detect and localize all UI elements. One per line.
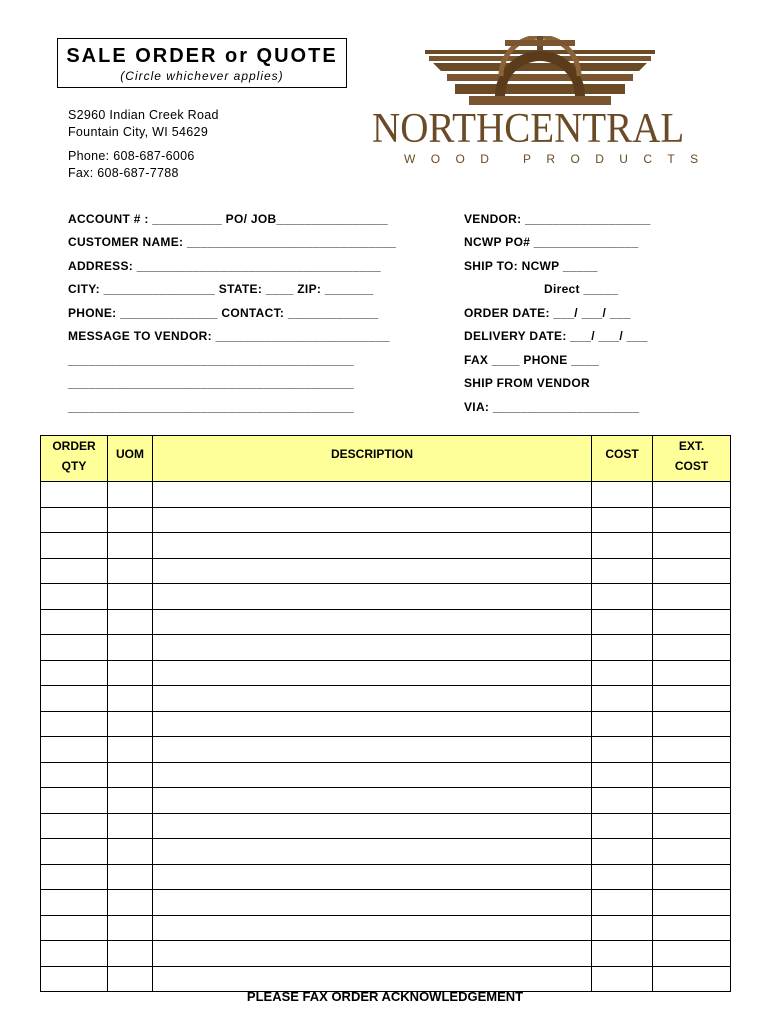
uom-cell[interactable] [108,686,153,712]
table-row [41,686,731,712]
cost-cell[interactable] [592,864,653,890]
cost-cell[interactable] [592,813,653,839]
table-row [41,813,731,839]
uom-cell[interactable] [108,788,153,814]
order-table [40,435,731,992]
description-cell[interactable] [153,941,592,967]
cost-cell[interactable] [592,737,653,763]
description-cell[interactable] [153,711,592,737]
address-line1: S2960 Indian Creek Road [68,108,219,122]
cost-cell[interactable] [592,839,653,865]
message-line[interactable]: _________________________________________ [68,353,354,367]
ext-cost-cell[interactable] [653,864,731,890]
ext-cost-cell[interactable] [653,966,731,992]
message-line[interactable]: _________________________________________ [68,400,354,414]
ext-cost-cell[interactable] [653,890,731,916]
cost-cell[interactable] [592,482,653,508]
ext-cost-cell[interactable] [653,915,731,941]
order-qty-cell[interactable] [41,915,108,941]
table-row [41,762,731,788]
table-row [41,966,731,992]
uom-cell[interactable] [108,915,153,941]
table-row [41,788,731,814]
description-cell[interactable] [153,533,592,559]
header-description: DESCRIPTION [153,436,592,482]
table-row [41,507,731,533]
order-qty-cell[interactable] [41,609,108,635]
order-qty-cell[interactable] [41,788,108,814]
form-subtitle: (Circle whichever applies) [120,69,284,83]
header-cost-label: COST [674,459,709,473]
description-cell[interactable] [153,558,592,584]
uom-cell[interactable] [108,966,153,992]
order-qty-cell[interactable] [41,762,108,788]
order-qty-cell[interactable] [41,839,108,865]
uom-cell[interactable] [108,941,153,967]
cost-cell[interactable] [592,584,653,610]
cost-cell[interactable] [592,660,653,686]
ext-cost-cell[interactable] [653,482,731,508]
table-row [41,558,731,584]
description-cell[interactable] [153,839,592,865]
header-cost: COST [592,436,653,482]
description-cell[interactable] [153,762,592,788]
uom-cell[interactable] [108,533,153,559]
logo-tagline: WOOD PRODUCTS [404,152,714,166]
cost-cell[interactable] [592,915,653,941]
ncwp-po-field[interactable]: NCWP PO# _______________ [464,235,639,249]
message-line[interactable]: _________________________________________ [68,376,354,390]
description-cell[interactable] [153,507,592,533]
ext-cost-cell[interactable] [653,813,731,839]
description-cell[interactable] [153,686,592,712]
table-row [41,941,731,967]
cost-cell[interactable] [592,507,653,533]
title-box [57,38,347,88]
order-qty-cell[interactable] [41,864,108,890]
cost-cell[interactable] [592,890,653,916]
description-cell[interactable] [153,635,592,661]
cost-cell[interactable] [592,941,653,967]
uom-cell[interactable] [108,635,153,661]
uom-cell[interactable] [108,558,153,584]
fax-phone-field[interactable]: FAX ____ PHONE ____ [464,353,600,367]
uom-cell[interactable] [108,737,153,763]
description-cell[interactable] [153,788,592,814]
cost-cell[interactable] [592,711,653,737]
order-qty-cell[interactable] [41,558,108,584]
cost-cell[interactable] [592,558,653,584]
phone-line: Phone: 608-687-6006 [68,149,195,163]
logo-arch-icon [425,36,655,106]
cost-cell[interactable] [592,533,653,559]
description-cell[interactable] [153,660,592,686]
order-qty-cell[interactable] [41,941,108,967]
cost-cell[interactable] [592,686,653,712]
header-order-qty [41,436,108,482]
logo-wordmark: NORTHCENTRAL [372,106,685,152]
ext-cost-cell[interactable] [653,711,731,737]
uom-cell[interactable] [108,660,153,686]
header-order-label: ORDER [52,439,96,453]
form-title: SALE ORDER or QUOTE [66,45,338,67]
header-ext-label: EXT. [678,439,705,453]
table-row [41,890,731,916]
order-qty-cell[interactable] [41,966,108,992]
description-cell[interactable] [153,915,592,941]
description-cell[interactable] [153,890,592,916]
order-qty-cell[interactable] [41,507,108,533]
via-field[interactable]: VIA: _____________________ [464,400,640,414]
ext-cost-cell[interactable] [653,507,731,533]
cost-cell[interactable] [592,966,653,992]
ext-cost-cell[interactable] [653,584,731,610]
description-cell[interactable] [153,584,592,610]
table-row [41,839,731,865]
description-cell[interactable] [153,813,592,839]
ship-to-direct-field[interactable]: Direct _____ [544,282,619,296]
order-qty-cell[interactable] [41,482,108,508]
description-cell[interactable] [153,966,592,992]
uom-cell[interactable] [108,864,153,890]
uom-cell[interactable] [108,507,153,533]
address-line2: Fountain City, WI 54629 [68,125,209,139]
order-qty-cell[interactable] [41,813,108,839]
order-qty-cell[interactable] [41,890,108,916]
description-cell[interactable] [153,737,592,763]
cost-cell[interactable] [592,762,653,788]
order-qty-cell[interactable] [41,711,108,737]
uom-cell[interactable] [108,813,153,839]
description-cell[interactable] [153,482,592,508]
ext-cost-cell[interactable] [653,941,731,967]
ext-cost-cell[interactable] [653,609,731,635]
header-ext-cost [653,436,731,482]
phone-contact-field[interactable]: PHONE: ______________ CONTACT: _____________ [68,306,379,320]
uom-cell[interactable] [108,609,153,635]
ext-cost-cell[interactable] [653,686,731,712]
footer-note: PLEASE FAX ORDER ACKNOWLEDGEMENT [246,989,524,1004]
order-qty-cell[interactable] [41,686,108,712]
uom-cell[interactable] [108,482,153,508]
cost-cell[interactable] [592,635,653,661]
order-qty-cell[interactable] [41,635,108,661]
order-qty-cell[interactable] [41,584,108,610]
ext-cost-cell[interactable] [653,533,731,559]
city-state-zip-field[interactable]: CITY: ________________ STATE: ____ ZIP: _______ [68,282,374,296]
table-row [41,482,731,508]
ext-cost-cell[interactable] [653,660,731,686]
ship-from-vendor-label: SHIP FROM VENDOR [464,376,590,390]
table-row [41,584,731,610]
ext-cost-cell[interactable] [653,839,731,865]
table-row [41,737,731,763]
table-row [41,635,731,661]
table-row [41,609,731,635]
ext-cost-cell[interactable] [653,762,731,788]
ext-cost-cell[interactable] [653,788,731,814]
header-qty-label: QTY [61,459,87,473]
uom-cell[interactable] [108,711,153,737]
delivery-date-field[interactable]: DELIVERY DATE: ___/ ___/ ___ [464,329,648,343]
ext-cost-cell[interactable] [653,635,731,661]
order-date-field[interactable]: ORDER DATE: ___/ ___/ ___ [464,306,631,320]
uom-cell[interactable] [108,762,153,788]
description-cell[interactable] [153,609,592,635]
order-qty-cell[interactable] [41,737,108,763]
description-cell[interactable] [153,864,592,890]
ext-cost-cell[interactable] [653,558,731,584]
uom-cell[interactable] [108,584,153,610]
order-qty-cell[interactable] [41,533,108,559]
table-row [41,660,731,686]
cost-cell[interactable] [592,609,653,635]
table-row [41,915,731,941]
table-header-row [41,436,731,482]
order-table-body [41,482,731,992]
ship-to-ncwp-field[interactable]: SHIP TO: NCWP _____ [464,259,598,273]
vendor-field[interactable]: VENDOR: __________________ [464,212,651,226]
table-row [41,711,731,737]
fax-line: Fax: 608-687-7788 [68,166,179,180]
customer-name-field[interactable]: CUSTOMER NAME: ______________________________ [68,235,397,249]
account-po-field[interactable]: ACCOUNT # : __________ PO/ JOB________________ [68,212,388,226]
address-field[interactable]: ADDRESS: ___________________________________ [68,259,381,273]
order-qty-cell[interactable] [41,660,108,686]
table-row [41,864,731,890]
cost-cell[interactable] [592,788,653,814]
ext-cost-cell[interactable] [653,737,731,763]
uom-cell[interactable] [108,839,153,865]
uom-cell[interactable] [108,890,153,916]
table-row [41,533,731,559]
message-to-vendor-field[interactable]: MESSAGE TO VENDOR: _________________________ [68,329,390,343]
header-uom: UOM [108,436,153,482]
